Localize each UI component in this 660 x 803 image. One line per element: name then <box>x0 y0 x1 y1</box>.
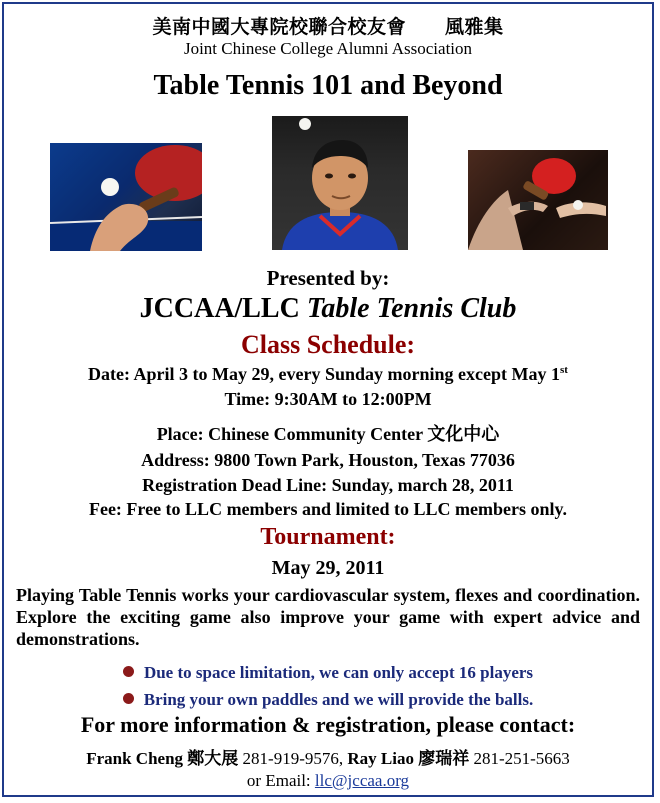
bullet-text: Bring your own paddles and we will provide the balls. <box>143 690 534 709</box>
schedule-fee: Fee: Free to LLC members and limited to LLC members only. <box>88 499 568 519</box>
contact-heading: For more information & registration, please contact: <box>80 712 576 737</box>
photo-paddle-palm <box>468 150 608 250</box>
schedule-heading: Class Schedule: <box>240 330 416 359</box>
page-title: Table Tennis 101 and Beyond <box>153 70 503 101</box>
club-title: Table Tennis Club <box>306 293 517 324</box>
contact-person1-name: Frank Cheng 鄭大展 <box>86 749 239 768</box>
email-line <box>4 771 652 791</box>
schedule-date-text: Date: April 3 to May 29, every Sunday morning except May 1 <box>88 364 560 384</box>
bullet-text: Due to space limitation, we can only accept 16 players <box>143 663 534 682</box>
paddle-palm-image <box>468 150 608 250</box>
bullet-dot-icon <box>123 666 134 677</box>
schedule-time: Time: 9:30AM to 12:00PM <box>224 389 432 409</box>
schedule-date-sup: st <box>560 364 568 376</box>
club-prefix: JCCAA/LLC <box>139 293 307 324</box>
presented-by: Presented by: <box>266 266 390 290</box>
photo-player <box>272 116 408 250</box>
player-image <box>272 116 408 250</box>
photo-serve-hand <box>50 143 202 251</box>
schedule-deadline: Registration Dead Line: Sunday, march 28, 2011 <box>142 475 514 495</box>
email-link[interactable]: llc@jccaa.org <box>314 771 410 790</box>
club-name <box>4 293 652 325</box>
bullet-item <box>4 690 652 710</box>
contact-person2-name: Ray Liao 廖瑞祥 <box>347 749 470 768</box>
serve-hand-image <box>50 143 202 251</box>
contact-person2-phone: 281-251-5663 <box>469 749 570 768</box>
chinese-header: 美南中國大專院校聯合校友會 風雅集 <box>152 17 504 38</box>
email-label: or Email: <box>246 771 315 790</box>
tournament-heading: Tournament: <box>260 524 396 550</box>
bullet-item <box>4 663 652 683</box>
contact-line <box>4 744 652 769</box>
english-header: Joint Chinese College Alumni Association <box>183 39 473 58</box>
contact-person1-phone: 281-919-9576, <box>238 749 348 768</box>
flyer <box>2 2 654 797</box>
tournament-date: May 29, 2011 <box>271 557 385 579</box>
schedule-date <box>4 364 652 385</box>
schedule-address: Address: 9800 Town Park, Houston, Texas 77036 <box>141 450 515 470</box>
schedule-place: Place: Chinese Community Center 文化中心 <box>156 424 500 444</box>
description-paragraph: Playing Table Tennis works your cardiovascular system, flexes and coordination. Explore the exciting game also improve your game with expert advice and demonstrations. <box>16 585 640 649</box>
bullet-dot-icon <box>123 693 134 704</box>
